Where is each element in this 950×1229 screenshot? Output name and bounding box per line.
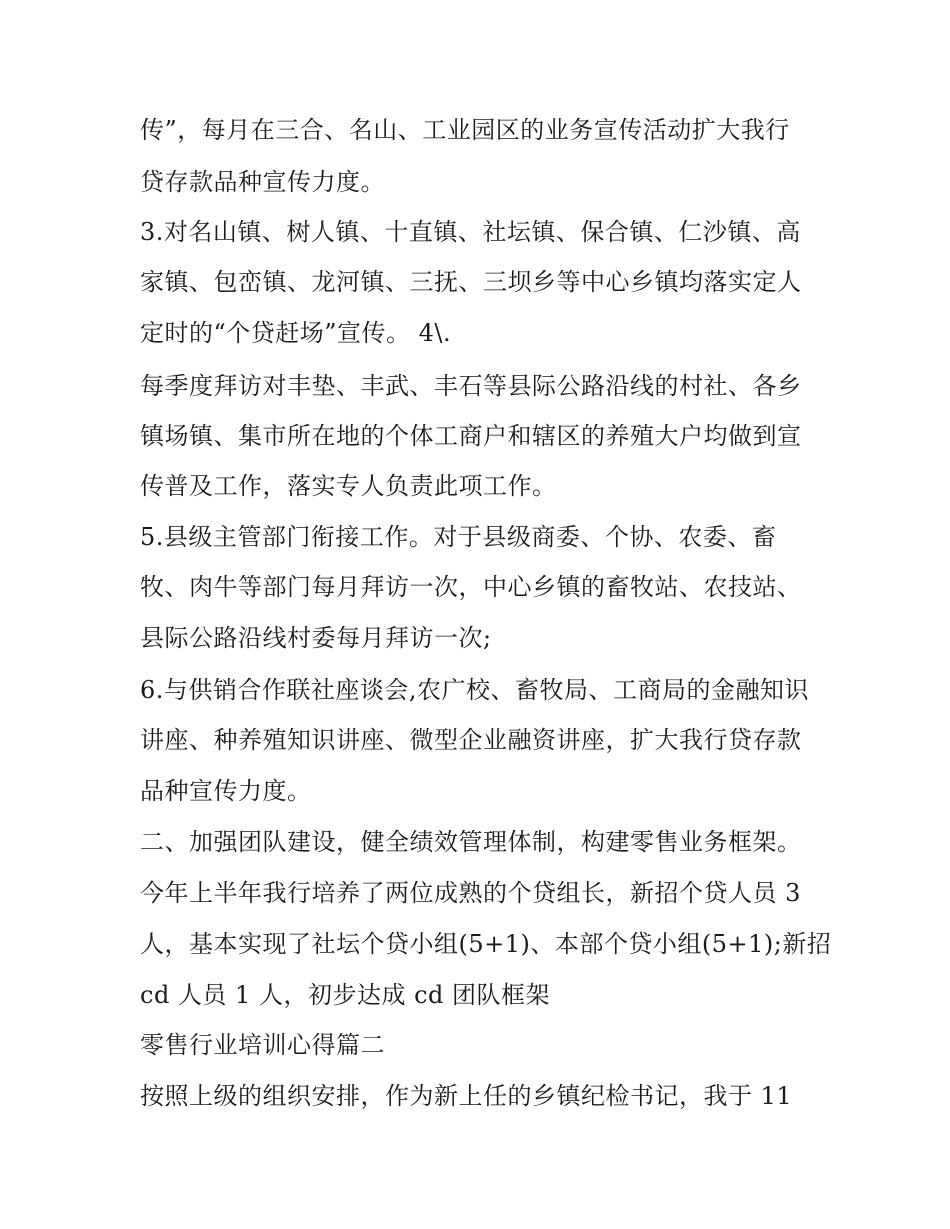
text-line: 按照上级的组织安排，作为新上任的乡镇纪检书记，我于 11: [140, 1082, 793, 1110]
text-line: 人，基本实现了社坛个贷小组(5+1)、本部个贷小组(5+1);新招: [140, 930, 832, 958]
text-line: 定时的“个贷赶场”宣传。 4\.: [140, 319, 452, 347]
text-line: 6.与供销合作联社座谈会,农广校、畜牧局、工商局的金融知识: [140, 676, 810, 704]
text-line: 每季度拜访对丰垫、丰武、丰石等县际公路沿线的村社、各乡: [140, 372, 802, 400]
text-line: 贷存款品种宣传力度。: [140, 168, 385, 196]
text-line: 品种宣传力度。: [140, 777, 312, 805]
text-line: 牧、肉牛等部门每月拜访一次，中心乡镇的畜牧站、农技站、: [140, 573, 802, 601]
section-heading: 零售行业培训心得篇二: [140, 1031, 385, 1059]
text-line: 3.对名山镇、树人镇、十直镇、社坛镇、保合镇、仁沙镇、高: [140, 218, 801, 246]
text-line: 二、加强团队建设，健全绩效管理体制，构建零售业务框架。: [140, 828, 802, 856]
text-line: 讲座、种养殖知识讲座、微型企业融资讲座，扩大我行贷存款: [140, 726, 802, 754]
text-line: 传”，每月在三合、名山、工业园区的业务宣传活动扩大我行: [140, 116, 790, 144]
text-line: cd 人员 1 人，初步达成 cd 团队框架: [140, 981, 551, 1009]
text-line: 5.县级主管部门衔接工作。对于县级商委、个协、农委、畜: [140, 523, 777, 551]
text-line: 今年上半年我行培养了两位成熟的个贷组长，新招个贷人员 3: [140, 879, 801, 907]
text-line: 传普及工作，落实专人负责此项工作。: [140, 472, 557, 500]
text-line: 镇场镇、集市所在地的个体工商户和辖区的养殖大户均做到宣: [140, 422, 802, 450]
text-line: 县际公路沿线村委每月拜访一次;: [140, 624, 492, 652]
text-line: 家镇、包峦镇、龙河镇、三抚、三坝乡等中心乡镇均落实定人: [140, 268, 802, 296]
